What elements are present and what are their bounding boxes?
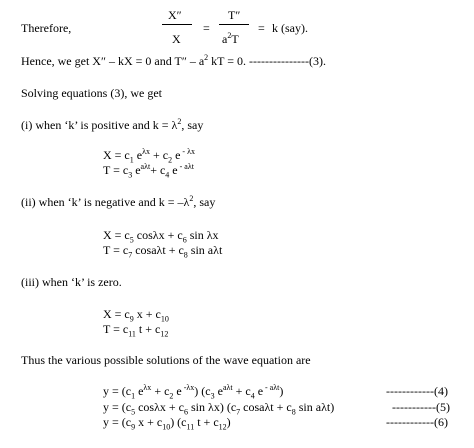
fraction-2-bar xyxy=(219,24,249,25)
solving-text: Solving equations (3), we get xyxy=(21,86,162,100)
fraction-1-bar xyxy=(162,24,192,25)
case-ii-x-solution: $X = c_5$ $\cos\lambda x + c_6$ sin λx xyxy=(103,228,219,245)
fraction-2-numerator: T″ xyxy=(228,8,241,22)
equals-1: = xyxy=(203,21,210,35)
fraction-2-denominator: $a^2T$ xyxy=(222,31,239,46)
equation-4-ref: ------------(4) xyxy=(386,384,448,398)
equation-4: $y = (c_1$ $e^{\lambda x} + c_2$ e $^{-\lambda x}$) ($c_3$ $e^{a\lambda t} + c_4$ e $^{- a\lambda t}$) xyxy=(103,383,284,401)
case-iii-t-solution: $T = c_{11}$ $t + c_{12}$ xyxy=(103,322,169,339)
equals-2: = xyxy=(258,21,265,35)
therefore-label: Therefore, xyxy=(21,21,72,35)
case-ii-t-solution: $T = c_7$ $\cos a\lambda t + c_8$ sin aλt xyxy=(103,243,223,260)
case-iii-x-solution: $X = c_9$ $x + c_{10}$ xyxy=(103,307,169,324)
equation-5-ref: -----------(5) xyxy=(392,400,450,414)
k-say: k (say). xyxy=(272,21,308,35)
thus-text: Thus the various possible solutions of the wave equation are xyxy=(21,353,311,367)
case-iii-text: (iii) when ‘k’ is zero. xyxy=(21,275,122,289)
fraction-1-numerator: X″ xyxy=(168,8,182,22)
case-i-x-solution: $X = c_1$ $e^{\lambda x} + c_2$ e $^{- \lambda x}$ xyxy=(103,147,195,165)
case-ii-text: (ii) when ‘k’ is negative and $k = -\lambda^2$, say xyxy=(21,194,216,209)
equation-5: $y = (c_5$ $\cos\lambda x + c_6$ sin λx) ($c_7$ $\cos a\lambda t + c_8$ sin aλt) xyxy=(103,400,335,417)
equation-6: $y = (c_9$ $x + c_{10}$) ($c_{11}$ $t + c_{12}$) xyxy=(103,415,231,432)
equation-6-ref: ------------(6) xyxy=(386,415,448,429)
case-i-text: (i) when ‘k’ is positive and $k = \lambda^2$, say xyxy=(21,117,204,132)
separated-equations-line: Hence, we get X″ – kX = 0 and $T'' - a^2$ kT = 0. ---------------(3). xyxy=(21,53,326,68)
case-i-t-solution: $T = c_3$ $e^{a\lambda t}+ c_4$ e $^{- a\lambda t}$ xyxy=(103,162,194,180)
fraction-1-denominator: X xyxy=(172,32,181,46)
